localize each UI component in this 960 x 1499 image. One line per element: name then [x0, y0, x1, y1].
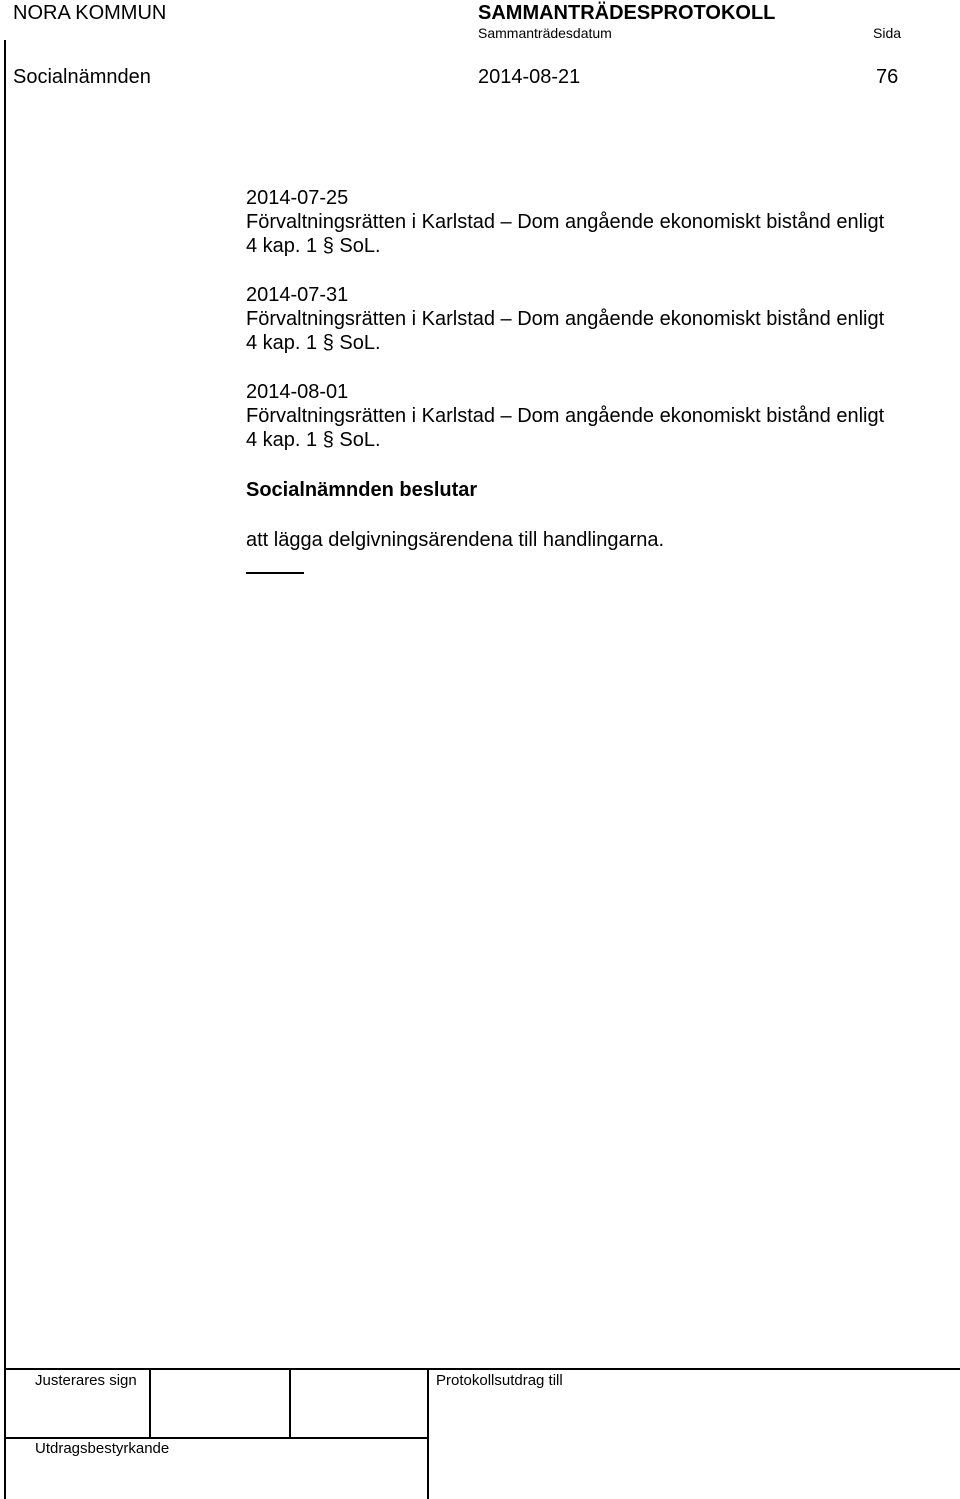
notification-entry	[246, 380, 946, 452]
organization-name: NORA KOMMUN	[13, 2, 167, 24]
meeting-date: 2014-08-21	[478, 66, 581, 88]
meeting-date-label: Sammanträdesdatum	[478, 25, 612, 41]
entry-date: 2014-07-25	[246, 187, 349, 209]
document-type-title: SAMMANTRÄDESPROTOKOLL	[478, 2, 776, 24]
left-margin-rule	[4, 40, 6, 1499]
footer-divider	[149, 1368, 151, 1438]
entry-description: Förvaltningsrätten i Karlstad – Dom angående ekonomiskt bistånd enligt	[246, 308, 885, 330]
section-end-rule	[246, 572, 304, 574]
page-number: 76	[876, 66, 899, 88]
page-label: Sida	[873, 25, 902, 41]
adjuster-sign-label: Justerares sign	[35, 1372, 137, 1389]
signature-footer	[4, 1368, 960, 1499]
decision-text: att lägga delgivningsärendena till handlingarna.	[246, 529, 665, 551]
entry-date: 2014-07-31	[246, 284, 349, 306]
entry-reference: 4 kap. 1 § SoL.	[246, 429, 381, 451]
entry-description: Förvaltningsrätten i Karlstad – Dom angående ekonomiskt bistånd enligt	[246, 405, 885, 427]
footer-row-border	[4, 1437, 429, 1439]
notification-entry	[246, 283, 946, 355]
notification-entry	[246, 186, 946, 258]
extract-certifier-label: Utdragsbestyrkande	[35, 1440, 170, 1457]
protocol-extract-label: Protokollsutdrag till	[436, 1372, 563, 1389]
footer-divider	[427, 1368, 429, 1499]
committee-name: Socialnämnden	[13, 66, 151, 88]
entry-description: Förvaltningsrätten i Karlstad – Dom angående ekonomiskt bistånd enligt	[246, 211, 885, 233]
footer-divider	[289, 1368, 291, 1438]
entry-reference: 4 kap. 1 § SoL.	[246, 332, 381, 354]
decision-heading: Socialnämnden beslutar	[246, 479, 478, 501]
footer-top-border	[4, 1368, 960, 1370]
entry-date: 2014-08-01	[246, 381, 349, 403]
protocol-body	[246, 186, 946, 551]
entry-reference: 4 kap. 1 § SoL.	[246, 235, 381, 257]
